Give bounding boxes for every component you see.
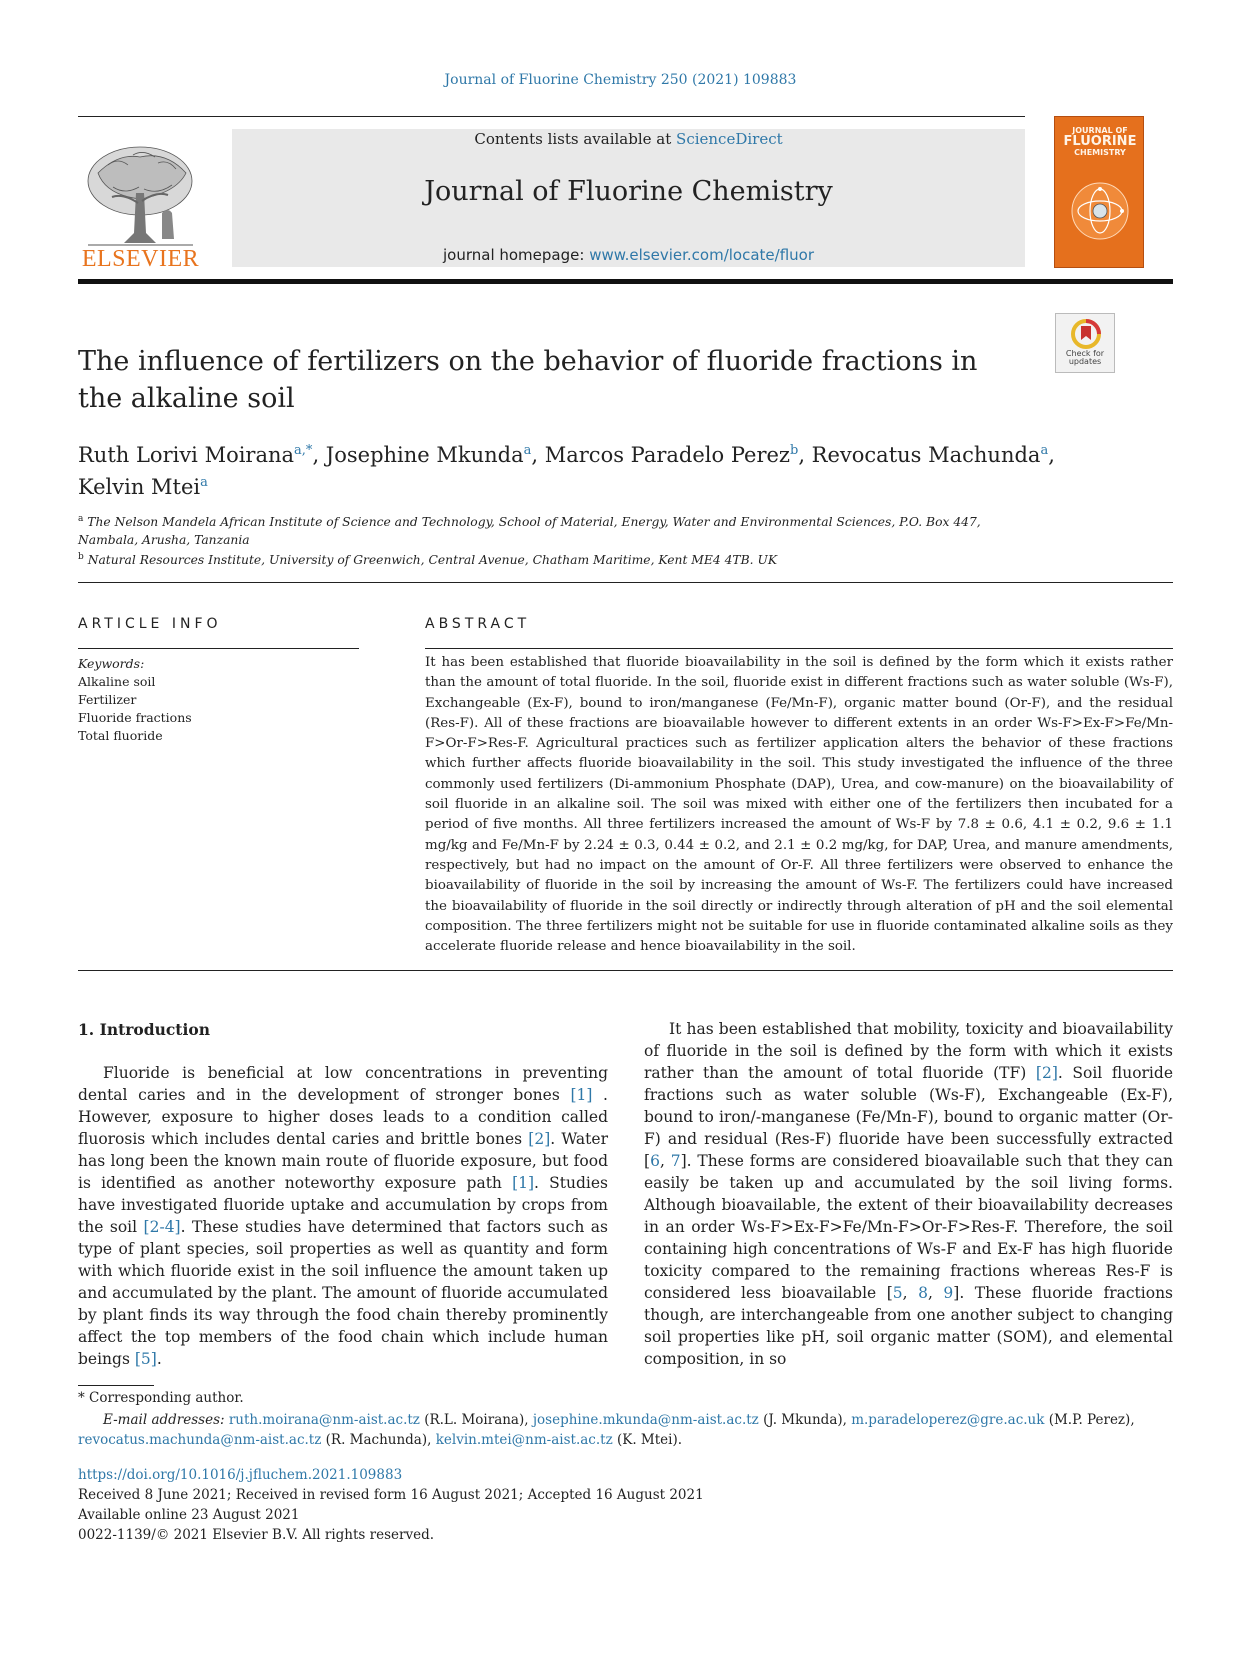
paragraph-text: . Soil fluoride fractions such as water soluble (Ws-F), Exchangeable (Ex-F), bound to iron/-manganese (Fe/Mn-F), bound to organic matter (Or-F) and residual (Res-F) fluoride have been successfully extracted [ [644,1064,1173,1170]
author[interactable]: Ruth Lorivi Moirana [78,443,295,467]
intro-paragraph-left [78,1062,608,1370]
email-owner: (M.P. Perez), [1044,1412,1135,1428]
keyword: Alkaline soil [78,674,156,689]
paragraph-text: , [902,1284,919,1302]
divider [78,648,359,649]
doi-link[interactable]: https://doi.org/10.1016/j.jfluchem.2021.109883 [78,1467,403,1483]
email-link[interactable]: kelvin.mtei@nm-aist.ac.tz [435,1432,613,1448]
author-affil-mark[interactable]: a [523,443,532,458]
check-for-updates-button[interactable] [1055,313,1115,373]
paragraph-text: Fluoride is beneficial at low concentrations in preventing dental caries and in the development of stronger bones [78,1064,608,1104]
author[interactable]: Josephine Mkunda [325,443,524,467]
paragraph-text: . [156,1350,162,1368]
section-heading-introduction: 1. Introduction [78,1020,210,1039]
author-affil-mark[interactable]: a [200,475,208,490]
article-title: The influence of fertilizers on the behavior of fluoride fractions in the alkaline soil [78,346,978,414]
elsevier-wordmark: ELSEVIER [81,246,200,272]
email-link[interactable]: ruth.moirana@nm-aist.ac.tz [228,1412,420,1428]
homepage-line: journal homepage: www.elsevier.com/locate/fluor [442,246,814,264]
contents-line: Contents lists available at ScienceDirect [474,130,783,148]
keyword: Fluoride fractions [78,710,192,725]
author[interactable]: Revocatus Machunda [811,443,1041,467]
citation-link[interactable]: 7 [670,1152,681,1170]
author-affil-mark[interactable]: b [789,443,799,458]
paragraph-text: . However, exposure to higher doses leads to a condition called fluorosis which includes dental caries and brittle bones [78,1086,608,1148]
email-owner: (R. Machunda), [321,1432,436,1448]
email-link[interactable]: m.paradeloperez@gre.ac.uk [851,1412,1045,1428]
intro-paragraph-right [644,1018,1173,1370]
journal-name: Journal of Fluorine Chemistry [424,176,833,207]
email-label: E-mail addresses: [103,1412,229,1428]
affiliation: $^b$ Natural Resources Institute, University of Greenwich, Central Avenue, Chatham Maritime, Kent ME4 4TB. UK [78,552,778,568]
keywords [78,655,358,745]
email-owner: (J. Mkunda), [758,1412,852,1428]
journal-reference[interactable]: Journal of Fluorine Chemistry 250 (2021) 109883 [444,72,797,88]
paragraph-text: , [659,1152,671,1170]
citation-link[interactable]: [2-4] [143,1218,181,1236]
author[interactable]: Kelvin Mtei [78,475,201,499]
author-list: Ruth Lorivi Moirana$^{a,*}$, Josephine Mkunda$^a$, Marcos Paradelo Perez$^b$, Revocatus Machunda$^a$, Kelvin Mtei$^a$ [78,443,1055,499]
citation-link[interactable]: 9 [943,1284,954,1302]
crossmark-label: Check for updates [1065,349,1105,367]
paragraph-text: ]. These fluoride fractions though, are interchangeable from one another subject to changing soil properties like pH, soil organic matter (SOM), and elemental composition, in so [644,1284,1174,1368]
crossmark-icon [1071,319,1101,349]
atom-icon [1068,179,1132,243]
article-info-heading: ARTICLE INFO [78,616,222,632]
header-thick-rule [78,279,1173,284]
author[interactable]: Marcos Paradelo Perez [544,443,790,467]
citation-link[interactable]: [5] [134,1350,157,1368]
email-owner: (K. Mtei). [612,1432,683,1448]
paragraph-text: . Water has long been the known main route of fluoride exposure, but food is identified as another noteworthy exposure path [78,1130,608,1192]
email-addresses [78,1410,1173,1450]
paragraph-text: . These studies have determined that factors such as type of plant species, soil properties as well as quantity and form with which fluoride exist in the soil influence the amount taken up and accumulated by the plant. The amount of fluoride accumulated by plant finds its way through the food chain thereby prominently affect the top members of the food chain which include human beings [78,1218,608,1368]
citation-link[interactable]: 6 [650,1152,660,1170]
citation-link[interactable]: [2] [528,1130,551,1148]
citation-link[interactable]: [2] [1035,1064,1058,1082]
abstract-text: It has been established that fluoride bioavailability in the soil is defined by the form which it exists rather than the amount of total fluoride. In the soil, fluoride exist in different fractions such as water soluble (Ws-F), Exchangeable (Ex-F), bound to iron/manganese (Fe/Mn-F), organic matter bound (Or-F), and the residual (Res-F). All of these fractions are bioavailable however to different extents in an order Ws-F>Ex-F>Fe/Mn-F>Or-F>Res-F. Agricultural practices such as fertilizer application alters the behavior of these fractions which further affects fluoride bioavailability in the soil. This study investigated the influence of the three commonly used fertilizers (Di-ammonium Phosphate (DAP), Urea, and cow-manure) on the bioavailability of soil fluoride in an alkaline soil. The soil was mixed with either one of the fertilizers then incubated for a period of five months. All three fertilizers increased the amount of Ws-F by 7.8 ± 0.6, 4.1 ± 0.2, 9.6 ± 1.1 mg/kg and Fe/Mn-F by 2.24 ± 0.3, 0.44 ± 0.2, and 2.1 ± 0.2 mg/kg, for DAP, Urea, and manure amendments, respectively, but had no impact on the amount of Or-F. All three fertilizers were observed to enhance the bioavailability of fluoride in the soil by increasing the amount of Ws-F. The fertilizers could have increased the bioavailability of fluoride in the soil directly or indirectly through alteration of pH and the soil elemental composition. The three fertilizers might not be suitable for use in fluoride contaminated alkaline soils as they accelerate fluoride release and hence bioavailability in the soil. [425,655,1173,955]
paragraph-text: ]. These forms are considered bioavailable such that they can easily be taken up and accumulated by the soil living forms. Although bioavailable, the extent of their bioavailability decreases in an order Ws-F>Ex-F>Fe/Mn-F>Or-F>Res-F. Therefore, the soil containing high concentrations of Ws-F and Ex-F has high fluoride toxicity compared to the remaining fractions whereas Res-F is considered less bioavailable [ [644,1152,1173,1302]
cover-title: JOURNAL OF FLUORINE CHEMISTRY [1063,126,1137,158]
top-rule [78,116,1025,117]
author-affil-mark[interactable]: a [1040,443,1049,458]
sciencedirect-link[interactable]: ScienceDirect [676,130,783,148]
email-owner: (R.L. Moirana), [419,1412,533,1428]
paragraph-text: It has been established that mobility, toxicity and bioavailability of fluoride in the soil is defined by the form with which it exists rather than the amount of total fluoride (TF) [644,1020,1173,1082]
divider [78,970,1173,971]
copyright: 0022-1139/© 2021 Elsevier B.V. All rights reserved. [78,1527,435,1543]
abstract-heading: ABSTRACT [425,616,531,632]
footnote-rule [78,1385,154,1386]
available-online-date: Available online 23 August 2021 [78,1507,300,1523]
affiliation: $^a$ The Nelson Mandela African Institute of Science and Technology, School of Material, Energy, Water and Environmental Sciences, P.O. Box 447, Nambala, Arusha, Tanzania [78,514,981,547]
paragraph-text: , [927,1284,944,1302]
divider [425,648,1173,649]
citation-link[interactable]: [1] [570,1086,593,1104]
email-link[interactable]: josephine.mkunda@nm-aist.ac.tz [532,1412,759,1428]
citation-link[interactable]: 8 [918,1284,928,1302]
email-link[interactable]: revocatus.machunda@nm-aist.ac.tz [78,1432,322,1448]
received-dates: Received 8 June 2021; Received in revised form 16 August 2021; Accepted 16 August 2021 [78,1487,704,1503]
keywords-label: Keywords: [78,656,145,671]
paragraph-text: . Studies have investigated fluoride uptake and accumulation by crops from the soil [78,1174,608,1236]
journal-cover[interactable] [1054,116,1144,268]
affiliations [78,511,1038,570]
divider [78,582,1173,583]
keyword: Total fluoride [78,728,163,743]
corresponding-author-note: * Corresponding author. [78,1390,244,1406]
author-affil-mark[interactable]: a,* [294,443,313,458]
keyword: Fertilizer [78,692,137,707]
citation-link[interactable]: 5 [892,1284,903,1302]
citation-link[interactable]: [1] [512,1174,535,1192]
homepage-link[interactable]: www.elsevier.com/locate/fluor [589,246,814,264]
